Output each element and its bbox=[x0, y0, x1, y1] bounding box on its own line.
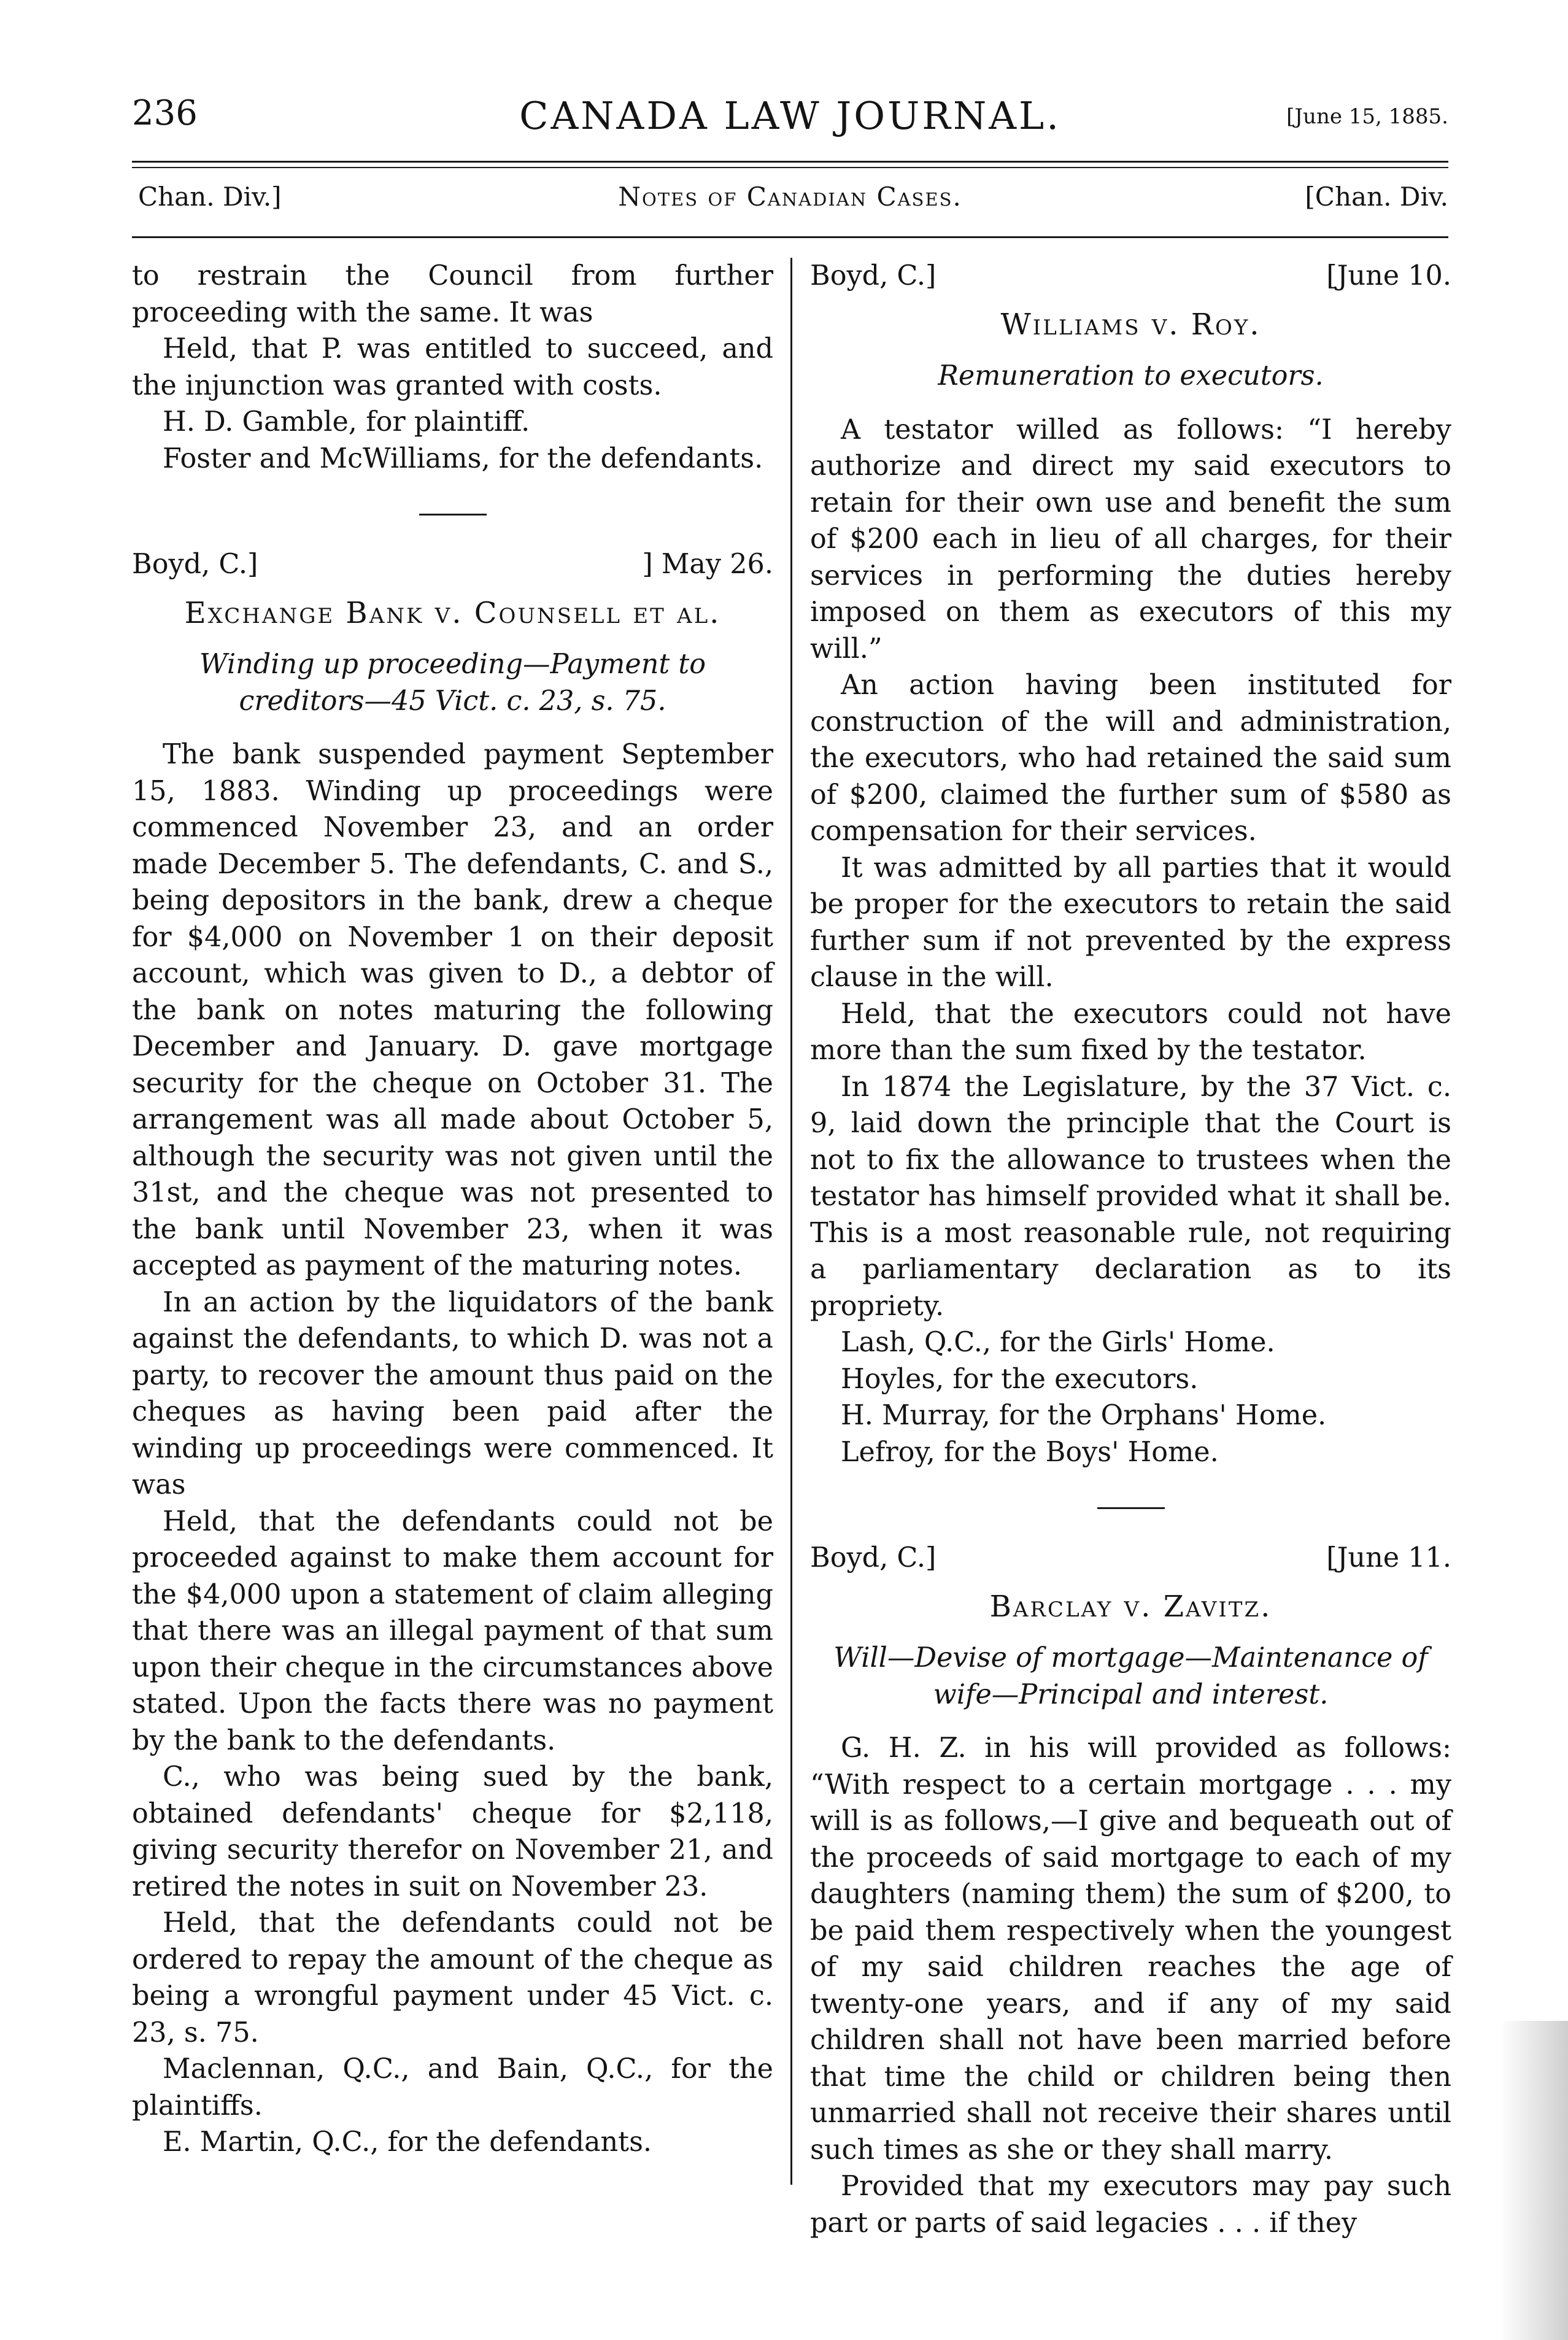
case-paragraph: In an action by the liquidators of the bank against the defendants, to which D. was not a party, to recover the amount thus paid on the cheques as having been paid after the winding up proceedings were commenced. It was bbox=[132, 1286, 773, 1500]
carryover-text: to restrain the Council from further proceeding with the same. It was bbox=[132, 260, 773, 328]
case-title: Barclay v. Zavitz. bbox=[989, 1589, 1272, 1624]
case-paragraph: C., who was being sued by the bank, obtained defendants' cheque for $2,118, giving security therefor on November 21, and retired the notes in suit on November 23. bbox=[132, 1761, 773, 1902]
case-subject: Winding up proceeding—Payment to creditors—45 Vict. c. 23, s. 75. bbox=[199, 649, 706, 717]
counsel-line: H. D. Gamble, for plaintiff. bbox=[163, 406, 530, 438]
case-header bbox=[132, 546, 773, 583]
journal-title: CANADA LAW JOURNAL. bbox=[519, 93, 1061, 138]
case-paragraph: Provided that my executors may pay such part or parts of said legacies . . . if they bbox=[810, 2171, 1451, 2239]
right-column bbox=[810, 258, 1451, 2239]
case-paragraph: A testator willed as follows: “I hereby authorize and direct my said executors to retain for their own use and benefit the sum of $200 each in lieu of all charges, for their services in performing the duties hereby imposed on them as executors of this my will.” bbox=[810, 414, 1451, 665]
counsel-line: Foster and McWilliams, for the defendants. bbox=[163, 442, 763, 474]
header-rule-top bbox=[132, 161, 1448, 163]
issue-date: [June 15, 1885. bbox=[1286, 104, 1448, 129]
case-header bbox=[810, 258, 1451, 295]
case-paragraph: Held, that the defendants could not be proceeded against to make them account for the $4,000 upon a statement of claim alleging that there was an illegal payment of that sum upon their cheque in the circumstances above stated. Upon the facts there was no payment by the bank to the defendants. bbox=[132, 1505, 773, 1756]
column-divider bbox=[790, 258, 792, 2185]
case-paragraph: Held, that the executors could not have more than the sum fixed by the testator. bbox=[810, 998, 1451, 1066]
judge: Boyd, C.] bbox=[810, 260, 937, 292]
case-title: Williams v. Roy. bbox=[1000, 307, 1261, 342]
case-paragraph: It was admitted by all parties that it would be proper for the executors to retain the said further sum if not prevented by the express clause in the will. bbox=[810, 852, 1451, 993]
header-rule-bottom bbox=[132, 167, 1448, 168]
counsel-line: Hoyles, for the executors. bbox=[841, 1363, 1199, 1395]
running-header bbox=[132, 80, 1448, 153]
section-rule bbox=[132, 236, 1448, 238]
case-date: [June 10. bbox=[1326, 260, 1451, 292]
case-header bbox=[810, 1540, 1451, 1577]
case-separator bbox=[1097, 1507, 1165, 1509]
section-left-label: Chan. Div.] bbox=[138, 182, 282, 212]
case-paragraph: Held, that the defendants could not be ordered to repay the amount of the cheque as being a wrongful payment under 45 Vict. c. 23, s. 75. bbox=[132, 1907, 773, 2048]
case-title: Exchange Bank v. Counsell et al. bbox=[184, 595, 721, 630]
section-title: Notes of Canadian Cases. bbox=[618, 182, 962, 212]
case-date: [June 11. bbox=[1326, 1542, 1451, 1574]
case-date: ] May 26. bbox=[642, 549, 773, 580]
page-number: 236 bbox=[132, 93, 198, 133]
case-paragraph: The bank suspended payment September 15, 1883. Winding up proceedings were commenced November 23, and an order made December 5. The defendants, C. and S., being depositors in the bank, drew a cheque for $4,000 on November 1 on their deposit account, which was given to D., a debtor of the bank on notes maturing the following December and January. D. gave mortgage security for the cheque on October 31. The arrangement was all made about October 5, although the security was not given until the 31st, and the cheque was not presented to the bank until November 23, when it was accepted as payment of the maturing notes. bbox=[132, 739, 773, 1281]
case-separator bbox=[419, 514, 487, 515]
holding: Held, that P. was entitled to succeed, and the injunction was granted with costs. bbox=[132, 333, 773, 401]
case-paragraph: An action having been instituted for construction of the will and administration, the executors, who had retained the said sum of $200, claimed the further sum of $580 as compensation for their services. bbox=[810, 670, 1451, 847]
counsel-line: E. Martin, Q.C., for the defendants. bbox=[163, 2126, 652, 2158]
case-paragraph: In 1874 the Legislature, by the 37 Vict. c. 9, laid down the principle that the Court is not to fix the allowance to trustees when the testator has himself provided what it shall be. This is a most reasonable rule, not requiring a parliamentary declaration as to its propriety. bbox=[810, 1071, 1451, 1322]
counsel-line: H. Murray, for the Orphans' Home. bbox=[841, 1400, 1327, 1431]
section-heading bbox=[132, 182, 1448, 225]
case-subject: Remuneration to executors. bbox=[938, 360, 1324, 392]
counsel-line: Lefroy, for the Boys' Home. bbox=[841, 1436, 1219, 1468]
judge: Boyd, C.] bbox=[810, 1542, 937, 1574]
counsel-line: Maclennan, Q.C., and Bain, Q.C., for the plaintiffs. bbox=[132, 2053, 773, 2122]
scan-edge-shadow bbox=[1500, 2021, 1568, 2340]
case-subject: Will—Devise of mortgage—Maintenance of wife—Principal and interest. bbox=[833, 1642, 1428, 1710]
judge: Boyd, C.] bbox=[132, 549, 258, 580]
section-right-label: [Chan. Div. bbox=[1305, 182, 1448, 212]
left-column bbox=[132, 258, 773, 2191]
counsel-line: Lash, Q.C., for the Girls' Home. bbox=[841, 1327, 1275, 1358]
case-paragraph: G. H. Z. in his will provided as follows: “With respect to a certain mortgage . . . my will is as follows,—I give and bequeath out of the proceeds of said mortgage to each of my daughters (naming them) the sum of $200, to be paid them respectively when the youngest of my said children reaches the age of twenty-one years, and if any of my said children shall not have been married before that time the child or children being then unmarried shall not receive their shares until such times as she or they shall marry. bbox=[810, 1732, 1451, 2166]
